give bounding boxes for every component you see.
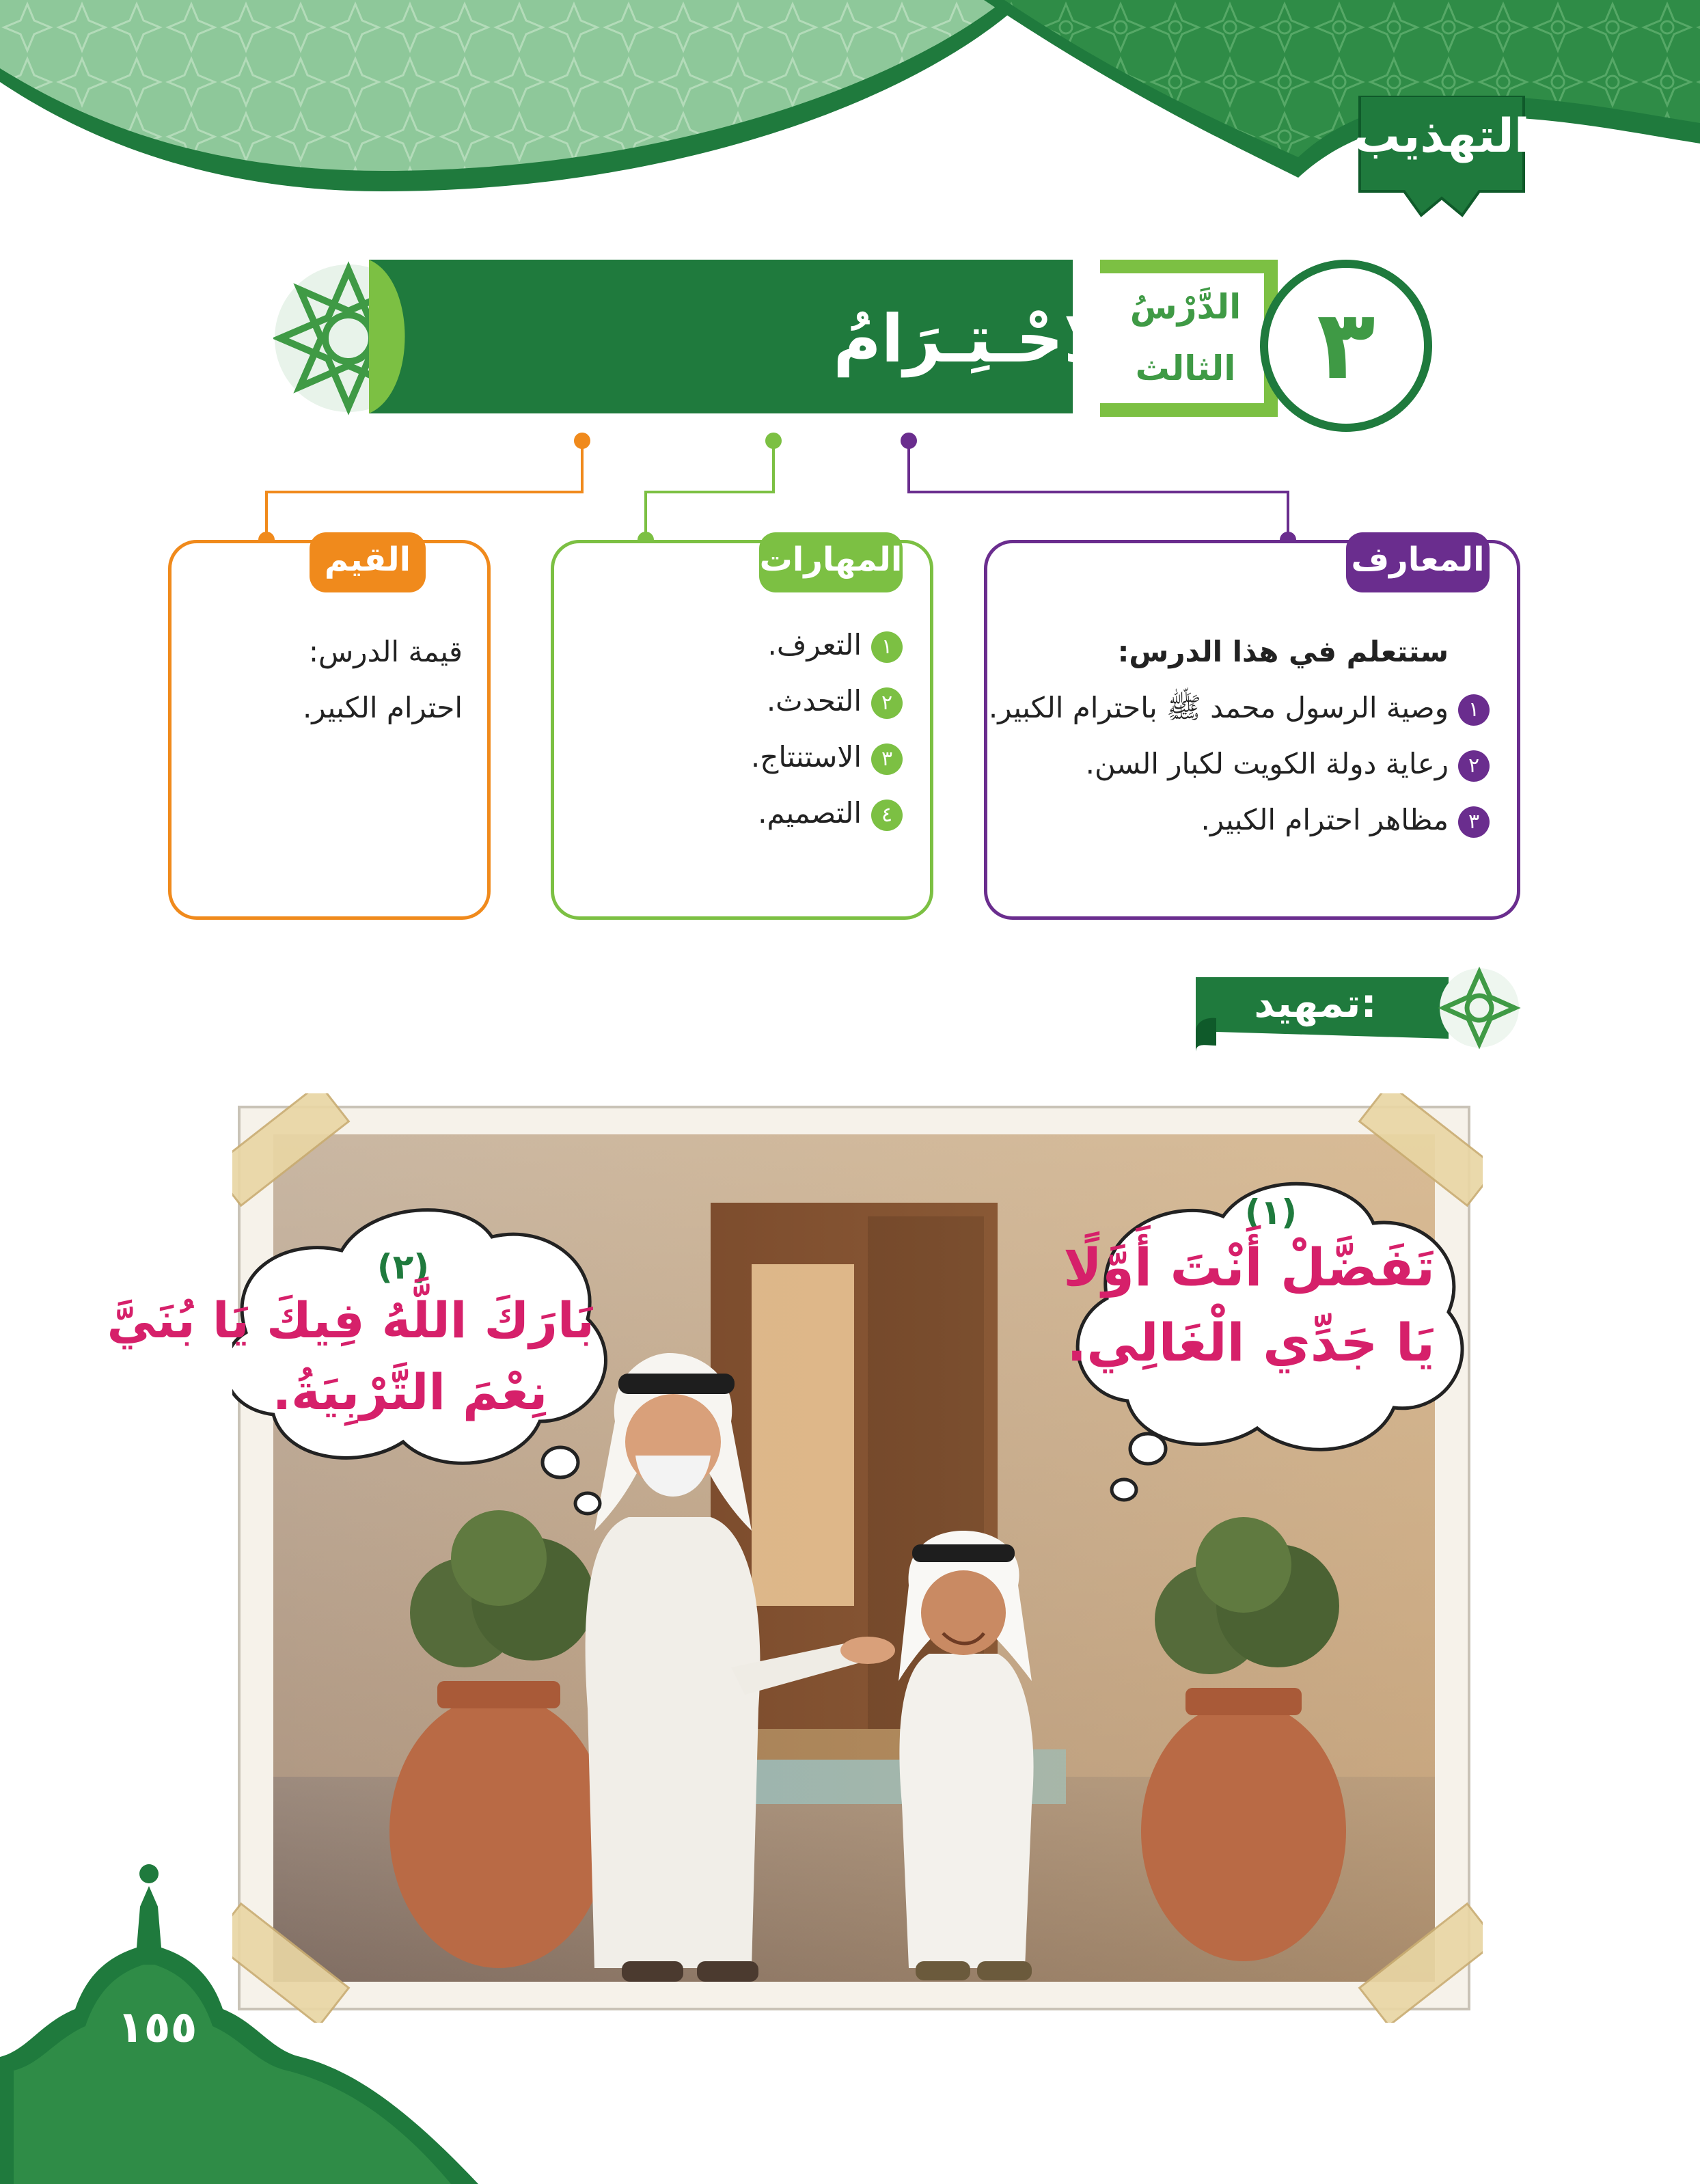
skills-box	[551, 540, 933, 920]
knowledge-item: ١وصية الرسول محمد ﷺ باحترام الكبير.	[998, 680, 1490, 736]
knowledge-item: ٢رعاية دولة الكويت لكبار السن.	[998, 736, 1490, 792]
values-box	[168, 540, 491, 920]
lesson-word: الدَّرْسُ	[1129, 287, 1242, 327]
bubble1-line2: يَا جَدِّي الْغَالِي.	[1067, 1312, 1435, 1373]
values-tag: القيم	[310, 532, 426, 592]
bubble1-line1: تَفَضَّلْ أَنْتَ أَوَّلًا	[1063, 1237, 1435, 1298]
lesson-header	[273, 253, 1449, 437]
intro-label: تمهيد:	[1254, 980, 1377, 1026]
subject-label: التهذيب	[1353, 109, 1531, 163]
plant-pot-right	[1141, 1517, 1346, 1961]
intro-ribbon	[1189, 957, 1524, 1066]
boy-figure	[899, 1531, 1034, 1980]
skills-item: ٤التصميم.	[575, 785, 903, 841]
knowledge-tag: المعارف	[1346, 532, 1490, 592]
bubble1-number: (١)	[1244, 1192, 1298, 1232]
page-number: ١٥٥	[117, 2002, 197, 2053]
knowledge-box	[984, 540, 1520, 920]
skills-item: ٣الاستنتاج.	[575, 729, 903, 785]
lesson-ordinal: الثالث	[1135, 349, 1236, 388]
values-line1: قيمة الدرس:	[308, 635, 463, 668]
bubble2-number: (٢)	[376, 1247, 430, 1287]
knowledge-intro: ستتعلم في هذا الدرس:	[1117, 635, 1449, 668]
knowledge-item: ٣مظاهر احترام الكبير.	[998, 792, 1490, 848]
lesson-number: ٣	[1317, 290, 1375, 401]
subject-tab	[1353, 96, 1531, 226]
intro-rosette-icon	[1440, 968, 1519, 1048]
bubble2-line1: بَارَكَ اللَّهُ فِيكَ يَا بُنَيَّ	[107, 1292, 594, 1349]
skills-item: ٢التحدث.	[575, 673, 903, 729]
lesson-title: الِاحْـتِـرَامُ	[833, 301, 1135, 377]
skills-item: ١التعرف.	[575, 617, 903, 673]
bottom-dome-decoration	[0, 1831, 492, 2184]
values-line2: احترام الكبير.	[302, 691, 463, 724]
skills-tag: المهارات	[759, 532, 903, 592]
bubble2-line2: نِعْمَ التَّرْبِيَةُ.	[272, 1363, 548, 1421]
